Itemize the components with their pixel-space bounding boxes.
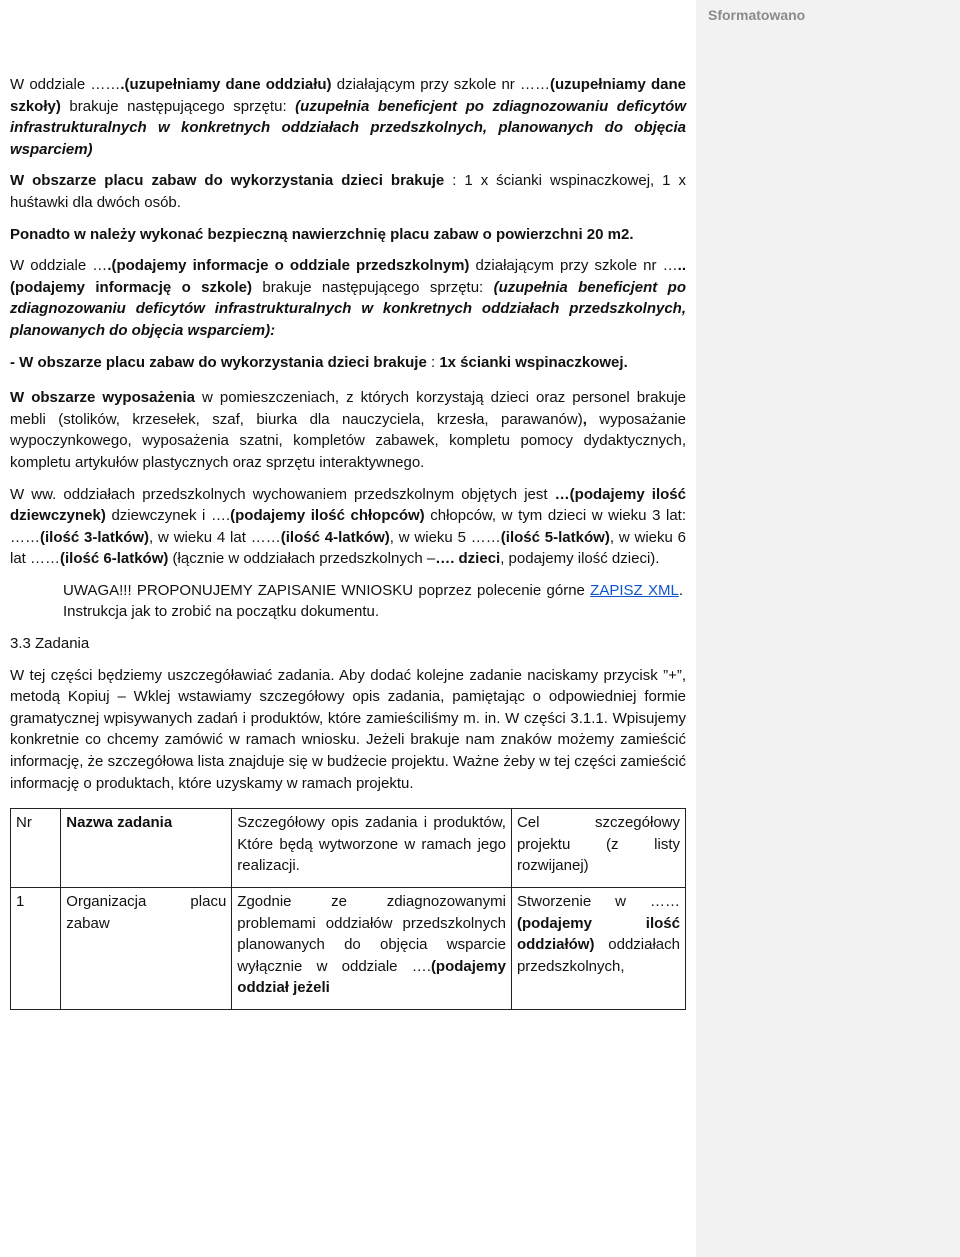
comment-pane-label: Sformatowano (708, 7, 806, 23)
cell-task-name[interactable]: Organizacja placu zabaw (61, 888, 232, 1010)
document-body (10, 74, 686, 1010)
save-notice: UWAGA!!! PROPONUJEMY ZAPISANIE WNIOSKU poprzez polecenie górne ZAPISZ XML. Instrukcja jak to zrobić na początku dokumentu. (63, 581, 683, 621)
header-task-description: Szczegółowy opis zadania i produktów, Które będą wytworzone w ramach jego realizacji. (232, 809, 512, 888)
paragraph-tasks-instructions: W tej części będziemy uszczegóławiać zadania. Aby dodać kolejne zadanie naciskamy przycisk ”+”, metodą Kopiuj – Wklej wstawiamy szczegółowy opis zadania, pamiętając o odpowiedniej formie gramatycznej wpisywanych zadań i produktów, które zamieściliśmy m. in. W części 3.1.1. Wpisujemy konkretnie co chcemy zamówić w ramach wniosku. Jeżeli brakuje nam znaków możemy zamieścić informację, że szczegółowa lista znajduje się w budżecie projektu. Ważne żeby w tej części zamieścić informację o produktach, które uzyskamy w ramach projektu. (10, 666, 686, 792)
comment-pane (696, 0, 960, 1257)
paragraph-furnishing: W obszarze wyposażenia w pomieszczeniach, z których korzystają dzieci oraz personel brakuje mebli (stolików, krzesełek, szaf, biurka dla nauczyciela, krzesła, parawanów), wyposażanie wypoczynkowego, wyposażenia szatni, kompletów zabawek, kompletu pomocy dydaktycznych, kompletu artykułów plastycznych oraz sprzętu interaktywnego. (10, 389, 687, 471)
header-specific-goal: Cel szczegółowy projektu (z listy rozwijanej) (511, 809, 685, 888)
save-xml-link[interactable]: ZAPISZ XML (590, 581, 679, 599)
tasks-table (10, 808, 686, 1010)
paragraph-children-count: W ww. oddziałach przedszkolnych wychowaniem przedszkolnym objętych jest …(podajemy ilość dziewczynek) dziewczynek i ….(podajemy ilość chłopców) chłopców, w tym dzieci w wieku 3 lat: ……(ilość 3-latków), w wieku 4 lat ……(ilość 4-latków), w wieku 5 ……(ilość 5-latków), w wieku 6 lat ……(ilość 6-latków) (łącznie w oddziałach przedszkolnych –…. dzieci, podajemy ilość dzieci). (10, 485, 687, 568)
paragraph-playground: W obszarze placu zabaw do wykorzystania dzieci brakuje : 1 x ścianki wspinaczkowej, 1 x huśtawki dla dwóch osób. (10, 172, 686, 211)
table-row (11, 888, 686, 1010)
paragraph-missing-equipment-2: W oddziale ….(podajemy informacje o oddziale przedszkolnym) działającym przy szkole nr …..(podajemy informację o szkole) brakuje następującego sprzętu: (uzupełnia beneficjent po zdiagnozowaniu deficytów infrastrukturalnych w konkretnych oddziałach przedszkolnych, planowanych do objęcia wsparciem): (10, 257, 686, 339)
header-task-name: Nazwa zadania (61, 809, 232, 888)
header-nr: Nr (11, 809, 61, 888)
paragraph-surface: Ponadto w należy wykonać bezpieczną nawierzchnię placu zabaw o powierzchni 20 m2. (10, 225, 634, 243)
cell-specific-goal[interactable]: Stworzenie w ……(podajemy ilość oddziałów) oddziałach przedszkolnych, (511, 888, 685, 1010)
paragraph-missing-equipment: W oddziale …….(uzupełniamy dane oddziału) działającym przy szkole nr ……(uzupełniamy dane szkoły) brakuje następującego sprzętu: (uzupełnia beneficjent po zdiagnozowaniu deficytów infrastrukturalnych w konkretnych oddziałach przedszkolnych, planowanych do objęcia wsparciem) (10, 76, 686, 158)
paragraph-playground-item: - W obszarze placu zabaw do wykorzystania dzieci brakuje : 1x ścianki wspinaczkowej. (10, 353, 628, 371)
section-heading: 3.3 Zadania (10, 635, 90, 653)
cell-nr[interactable]: 1 (11, 888, 61, 1010)
cell-task-description[interactable]: Zgodnie ze zdiagnozowanymi problemami oddziałów przedszkolnych planowanych do objęcia wsparcie wyłącznie w oddziale ….(podajemy oddział jeżeli (232, 888, 512, 1010)
table-header-row (11, 809, 686, 888)
